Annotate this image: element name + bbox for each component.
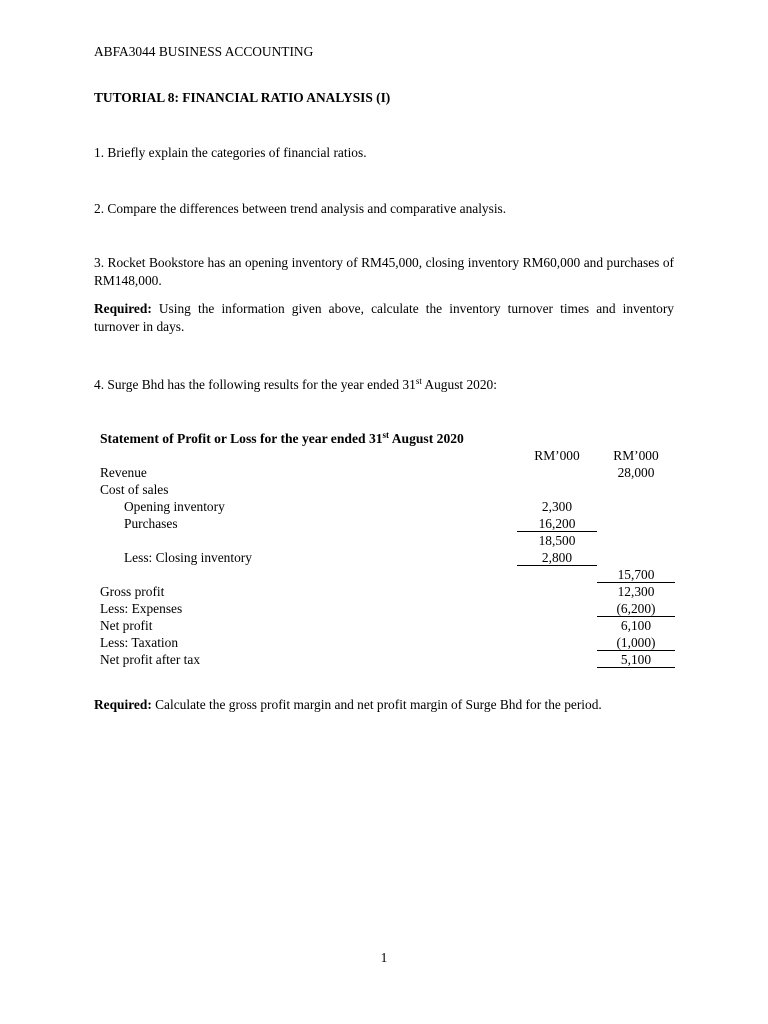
statement-row <box>100 617 680 634</box>
course-header: ABFA3044 BUSINESS ACCOUNTING <box>94 44 314 59</box>
statement-title-text: Statement of Profit or Loss for the year ended 31 <box>100 431 383 446</box>
subtotal-rule <box>597 582 675 583</box>
row-value-col1: 2,300 <box>541 499 573 514</box>
row-value-col1: 2,800 <box>541 550 573 565</box>
question-4-superscript: st <box>415 376 422 386</box>
row-label: Gross profit <box>100 584 165 599</box>
statement-row <box>100 566 680 583</box>
statement-title-text-end: August 2020 <box>389 431 464 446</box>
required-text: Calculate the gross profit margin and net profit margin of Surge Bhd for the period. <box>151 697 602 712</box>
column-2-header: RM’000 <box>613 448 659 463</box>
row-label: Purchases <box>124 516 178 531</box>
question-4-required <box>94 696 674 714</box>
column-1-header: RM’000 <box>534 448 580 463</box>
row-label: Less: Closing inventory <box>124 550 252 565</box>
statement-row <box>100 549 680 566</box>
required-label: Required: <box>94 301 152 316</box>
row-value-col2: (1,000) <box>616 635 656 650</box>
row-value-col1: 18,500 <box>538 533 576 548</box>
row-label: Opening inventory <box>124 499 225 514</box>
row-label: Net profit after tax <box>100 652 201 667</box>
question-3-required <box>94 300 674 336</box>
row-value-col2: 12,300 <box>617 584 655 599</box>
question-4 <box>94 375 497 394</box>
column-header-row <box>100 447 680 464</box>
row-label: Less: Taxation <box>100 635 179 650</box>
profit-loss-statement <box>100 430 680 680</box>
statement-row <box>100 651 680 668</box>
question-3: 3. Rocket Bookstore has an opening inventory of RM45,000, closing inventory RM60,000 and purchases of RM148,000. <box>94 255 674 288</box>
statement-row <box>100 481 680 498</box>
row-label: Cost of sales <box>100 482 169 497</box>
row-label: Net profit <box>100 618 153 633</box>
statement-row <box>100 634 680 651</box>
row-label: Revenue <box>100 465 147 480</box>
page-number: 1 <box>380 950 388 965</box>
tutorial-title: TUTORIAL 8: FINANCIAL RATIO ANALYSIS (I) <box>94 90 391 105</box>
statement-row <box>100 532 680 549</box>
question-4-text: 4. Surge Bhd has the following results for the year ended 31 <box>94 377 416 392</box>
question-1: 1. Briefly explain the categories of financial ratios. <box>94 145 367 160</box>
statement-title-superscript: st <box>382 430 390 440</box>
row-value-col2: 6,100 <box>620 618 652 633</box>
subtotal-rule <box>597 616 675 617</box>
subtotal-rule <box>597 650 675 651</box>
row-value-col2: 28,000 <box>617 465 655 480</box>
total-rule <box>597 667 675 668</box>
row-value-col1: 16,200 <box>538 516 576 531</box>
row-label: Less: Expenses <box>100 601 183 616</box>
statement-row <box>100 583 680 600</box>
statement-title <box>100 430 464 448</box>
row-value-col2: 5,100 <box>620 652 652 667</box>
row-value-col2: (6,200) <box>616 601 656 616</box>
statement-row <box>100 498 680 515</box>
subtotal-rule <box>517 565 597 566</box>
required-label: Required: <box>94 697 152 712</box>
question-2: 2. Compare the differences between trend analysis and comparative analysis. <box>94 201 507 216</box>
row-value-col2: 15,700 <box>617 567 655 582</box>
statement-row <box>100 464 680 481</box>
statement-row <box>100 600 680 617</box>
subtotal-rule <box>517 531 597 532</box>
required-text: Using the information given above, calculate the inventory turnover times and inventory turnover in days. <box>94 301 674 334</box>
statement-row <box>100 515 680 532</box>
question-4-text-end: August 2020: <box>421 377 497 392</box>
